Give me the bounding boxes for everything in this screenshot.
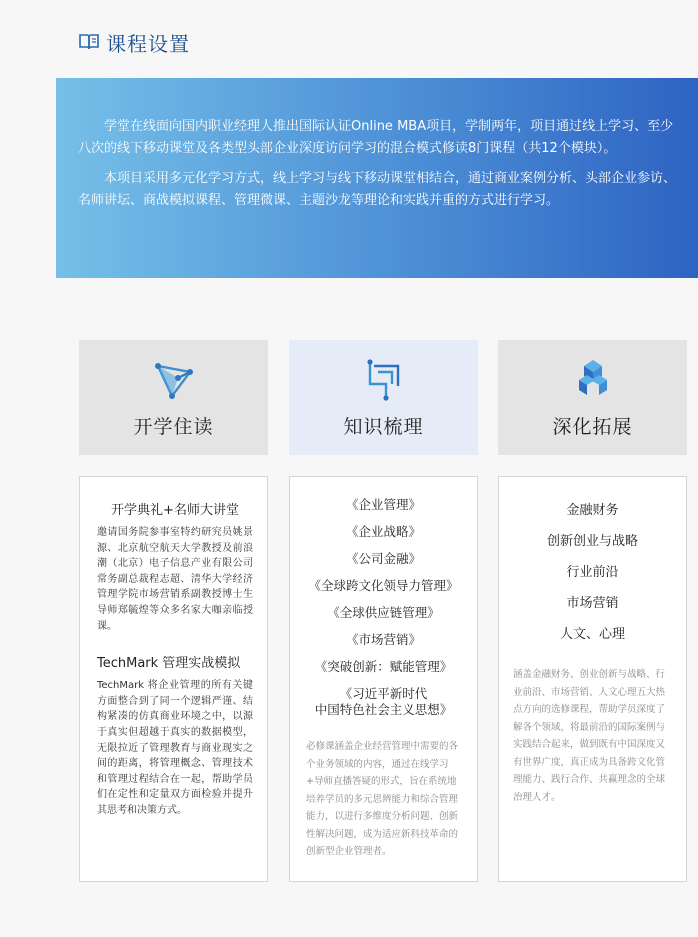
elective-item: 人文、心理 xyxy=(559,627,625,642)
card-title: 知识梳理 xyxy=(343,416,424,438)
knowledge-description: 必修课涵盖企业经营管理中需要的各个业务领域的内容，通过在线学习+导师直播答疑的形式，旨在系统地培养学员的多元思辨能力和综合管理能力，以进行多维度分析问题、创新性解决问题，成为适应新科技革命的创新型企业管理者。 xyxy=(306,741,459,857)
course-item xyxy=(300,686,467,718)
course-line: 《习近平新时代 xyxy=(339,686,428,701)
card-body-orientation xyxy=(79,476,268,882)
course-item: 《全球供应链管理》 xyxy=(327,605,440,620)
course-item: 《全球跨文化领导力管理》 xyxy=(308,578,459,593)
course-item: 《公司金融》 xyxy=(345,551,421,566)
course-line: 中国特色社会主义思想》 xyxy=(314,702,453,717)
elective-item: 金融财务 xyxy=(566,503,619,518)
page-title: 课程设置 xyxy=(106,31,190,56)
intro-paragraph-2: 本项目采用多元化学习方式，线上学习与线下移动课堂相结合，通过商业案例分析、头部企业参访、名师讲坛、商战模拟课程、管理微课、主题沙龙等理论和实践并重的方式进行学习。 xyxy=(78,171,677,208)
section-text-opening: 邀请国务院参事室特约研究员姚景源、北京航空航天大学教授及前浪潮（北京）电子信息产业有限公司常务副总裁程志超、清华大学经济管理学院市场营销系副教授博士生导师郑毓煌等众多名家大咖亲临授课。 xyxy=(97,527,253,632)
course-item: 《企业战略》 xyxy=(345,524,421,539)
intro-paragraph-1: 学堂在线面向国内职业经理人推出国际认证Online MBA项目，学制两年，项目通过线上学习、至少八次的线下移动课堂及各类型头部企业深度访问学习的混合模式修读8门课程（共12个模块）。 xyxy=(78,119,674,156)
extension-description: 涵盖金融财务、创业创新与战略、行业前沿、市场营销、人文心理五大热点方向的选修课程，帮助学员深度了解各个领域，将最前沿的国际案例与实践结合起来，做到既有中国深度又有世界广度，真正成为具备跨文化管理能力、践行合作、共赢理念的全球治理人才。 xyxy=(513,669,666,803)
card-header-orientation xyxy=(79,340,268,455)
course-item: 《突破创新：赋能管理》 xyxy=(314,659,453,674)
hexagon-cube-icon xyxy=(571,358,615,402)
section-title-techmark: TechMark 管理实战模拟 xyxy=(97,656,241,672)
section-title-opening: 开学典礼+名师大讲堂 xyxy=(111,503,239,518)
network-triangle-icon xyxy=(152,358,196,402)
elective-item: 行业前沿 xyxy=(566,565,619,580)
card-title: 开学住读 xyxy=(133,416,214,438)
card-body-knowledge xyxy=(289,476,478,882)
section-text-techmark: TechMark 将企业管理的所有关键方面整合到了同一个逻辑严谨、结构紧凑的仿真商业环境之中，以源于真实但超越于真实的数据模型，无限拉近了管理教育与商业现实之间的距离，将管理概念、管理技术和管理过程结合在一起，帮助学员们在定性和定量双方面检验并提升其思考和决策方式。 xyxy=(97,680,253,816)
section-header xyxy=(78,30,190,54)
intro-banner xyxy=(56,78,698,278)
elective-item: 市场营销 xyxy=(566,596,619,611)
card-header-knowledge xyxy=(289,340,478,455)
course-item: 《企业管理》 xyxy=(345,497,421,512)
card-header-extension xyxy=(498,340,687,455)
card-title: 深化拓展 xyxy=(552,416,633,438)
circuit-square-icon xyxy=(362,358,406,402)
book-icon xyxy=(78,32,100,52)
elective-item: 创新创业与战略 xyxy=(546,534,638,549)
course-item: 《市场营销》 xyxy=(345,632,421,647)
card-body-extension xyxy=(498,476,687,882)
